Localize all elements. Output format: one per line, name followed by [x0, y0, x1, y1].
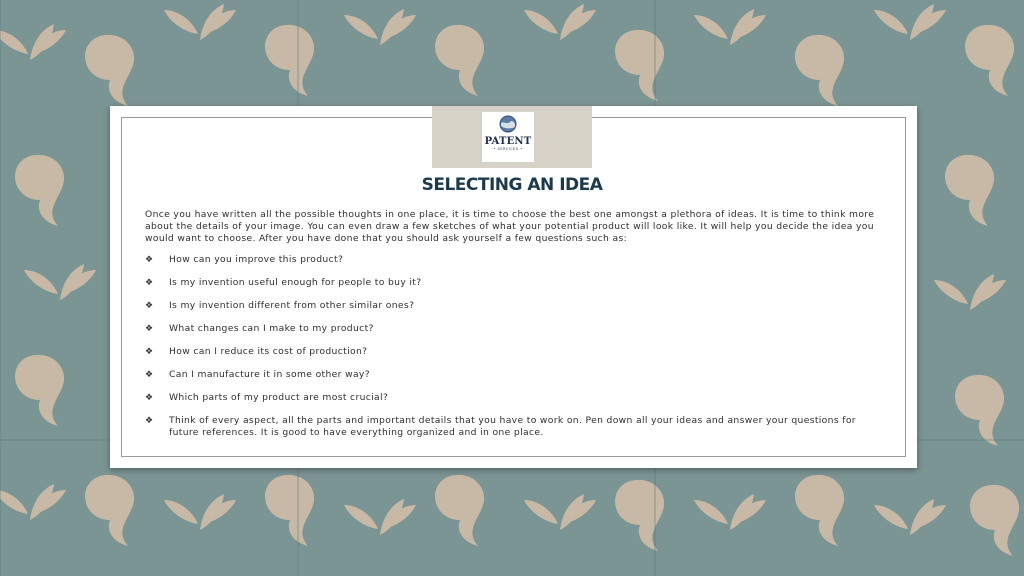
logo-word: PATENT — [484, 136, 532, 147]
list-item-text: Which parts of my product are most crucial? — [169, 392, 389, 403]
list-item-text: How can you improve this product? — [169, 254, 344, 265]
logo-subtitle: • SERVICES • — [493, 147, 523, 151]
list-item — [145, 277, 880, 289]
diamond-bullet-icon: ❖ — [145, 255, 154, 265]
list-item — [145, 392, 880, 404]
diamond-bullet-icon: ❖ — [145, 278, 154, 288]
list-item-text: How can I reduce its cost of production? — [169, 346, 368, 357]
list-item — [145, 415, 880, 439]
slide-title: SELECTING AN IDEA — [421, 175, 603, 195]
question-list — [145, 254, 880, 450]
globe-icon — [499, 115, 517, 133]
list-item-text: Is my invention different from other similar ones? — [169, 300, 415, 311]
list-item — [145, 300, 880, 312]
diamond-bullet-icon: ❖ — [145, 416, 154, 426]
diamond-bullet-icon: ❖ — [145, 393, 154, 403]
list-item-text: Is my invention useful enough for people to buy it? — [169, 277, 422, 288]
patent-services-logo — [482, 112, 534, 162]
list-item — [145, 346, 880, 358]
diamond-bullet-icon: ❖ — [145, 370, 154, 380]
list-item-text: What changes can I make to my product? — [169, 323, 374, 334]
diamond-bullet-icon: ❖ — [145, 301, 154, 311]
list-item — [145, 254, 880, 266]
list-item — [145, 323, 880, 335]
list-item — [145, 369, 880, 381]
intro-paragraph: Once you have written all the possible thoughts in one place, it is time to choose the best one amongst a plethora of ideas. It is time to think more about the details of your image. You can even draw a few sketches of what your potential product will look like. It will help you decide the idea you would want to choose. After you have done that you should ask yourself a few questions such as: — [145, 209, 875, 244]
logo-frame — [432, 106, 592, 168]
list-item-text: Can I manufacture it in some other way? — [169, 369, 370, 380]
diamond-bullet-icon: ❖ — [145, 324, 154, 334]
diamond-bullet-icon: ❖ — [145, 347, 154, 357]
list-item-text: Think of every aspect, all the parts and important details that you have to work on. Pen down all your ideas and answer your questions for future references. It is good to have everything organized and in one place. — [169, 415, 856, 438]
